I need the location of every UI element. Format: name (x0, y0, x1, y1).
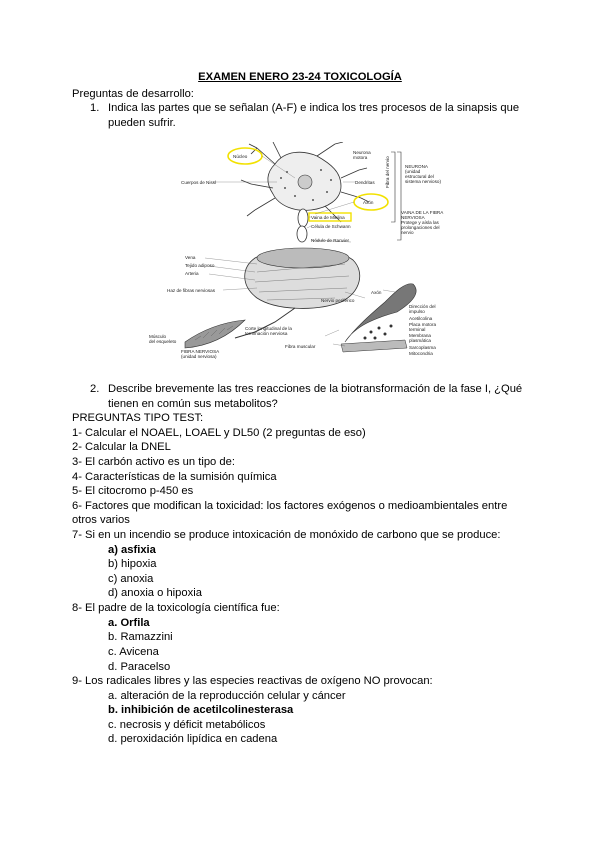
section-test: PREGUNTAS TIPO TEST: (72, 412, 204, 424)
label-membrana-2: plasmática (409, 338, 431, 343)
label-vaina-fibra-3: Protege y aísla las (401, 220, 439, 225)
label-musculo-2: del esqueleto (149, 339, 177, 344)
q7-option-a: a) asfixia (108, 544, 156, 556)
q2-text-line2: tienen en común sus metabolitos? (108, 398, 278, 410)
muscle-fiber (185, 320, 245, 348)
label-placa-2: terminal (409, 327, 426, 332)
label-musculo-1: Músculo (149, 334, 167, 339)
label-vaina-fibra-5: nervio (401, 230, 414, 235)
test-question-6-line2: otros varios (72, 514, 130, 526)
q7-option-d: d) anoxia o hipoxia (108, 587, 202, 599)
label-nodulo-ranvier: Nódulo de Ranvier (311, 238, 350, 243)
label-haz-fibras: Haz de fibras nerviosas (167, 288, 216, 293)
vesicles (364, 325, 393, 340)
label-vaina-fibra-1: VAINA DE LA FIBRA (401, 210, 444, 215)
label-celula-schwann: Célula de Schwann (311, 224, 351, 229)
label-corte-1: Corte longitudinal de la (245, 326, 292, 331)
test-question-8: 8- El padre de la toxicología científica fue: (72, 602, 280, 614)
label-mitocondria: Mitocondria (409, 351, 433, 356)
nucleus-shape (298, 175, 312, 189)
q1-text-line2: pueden sufrir. (108, 117, 176, 129)
neuron-diagram (145, 142, 457, 360)
label-nervio-periferico: Nervio periférico (321, 298, 355, 303)
q2-number: 2. (90, 383, 100, 395)
label-neurona-motora-1: Neurona (353, 150, 371, 155)
label-cuerpos-nissl: Cuerpos de Nissl (181, 180, 216, 185)
label-fibra-nerviosa-2: (unidad nerviosa) (181, 354, 217, 359)
q7-option-c: c) anoxia (108, 573, 154, 585)
label-arteria: Arteria (185, 271, 199, 276)
test-question-4: 4- Características de la sumisión química (72, 471, 277, 483)
label-neurona-1: NEURONA (405, 164, 428, 169)
test-question-1: 1- Calcular el NOAEL, LOAEL y DL50 (2 preguntas de eso) (72, 427, 366, 439)
label-nucleo: Núcleo (233, 154, 248, 159)
q9-option-d: d. peroxidación lipídica en cadena (108, 733, 278, 745)
label-membrana-1: Membrana (409, 333, 431, 338)
q8-option-b: b. Ramazzini (108, 631, 173, 643)
label-axon: Axón (363, 200, 374, 205)
label-placa-1: Placa motora (409, 322, 437, 327)
q9-option-c: c. necrosis y déficit metabólicos (108, 719, 266, 731)
exam-title: EXAMEN ENERO 23-24 TOXICOLOGÍA (198, 71, 402, 83)
label-sarcoplasma: Sarcoplasma (409, 345, 436, 350)
label-acetilcolina: Acetilcolina (409, 316, 433, 321)
q7-option-b: b) hipoxia (108, 558, 157, 570)
label-tejido-adiposo: Tejido adiposo (185, 263, 215, 268)
label-rotated: Fibra del nervio (385, 156, 390, 188)
neuron-bracket (391, 152, 395, 222)
label-neurona-3: estructural del (405, 174, 434, 179)
q2-text-line1: Describe brevemente las tres reacciones de la biotransformación de la fase I, ¿Qué (108, 383, 523, 395)
test-question-2: 2- Calcular la DNEL (72, 441, 171, 453)
test-question-3: 3- El carbón activo es un tipo de: (72, 456, 235, 468)
label-vaina-mielina: Vaina de Mielina (311, 215, 345, 220)
section-development: Preguntas de desarrollo: (72, 88, 194, 100)
test-question-9: 9- Los radicales libres y las especies reactivas de oxígeno NO provocan: (72, 675, 433, 687)
label-neurona-motora-2: motora (353, 155, 368, 160)
test-question-7: 7- Si en un incendio se produce intoxicación de monóxido de carbono que se produce: (72, 529, 501, 541)
label-axon-2: Axón (371, 290, 382, 295)
label-direccion-1: Dirección del (409, 304, 436, 309)
synapse-membrane (341, 340, 407, 352)
label-vaina-fibra-2: NERVIOSA (401, 215, 425, 220)
label-neurona-4: sistema nervioso) (405, 179, 441, 184)
test-question-5: 5- El citocromo p-450 es (72, 485, 194, 497)
label-fibra-nerviosa-1: FIBRA NERVIOSA (181, 349, 220, 354)
myelin-sheath-1 (298, 209, 308, 227)
q8-option-d: d. Paracelso (108, 661, 171, 673)
q9-option-b: b. inhibición de acetilcolinesterasa (108, 704, 294, 716)
myelin-sheath-2 (297, 226, 307, 242)
label-dendritas: Dendritas (355, 180, 375, 185)
test-question-6-line1: 6- Factores que modifican la toxicidad: los factores exógenos o medioambientales entre (72, 500, 508, 512)
label-fibra-muscular: Fibra muscular (285, 344, 316, 349)
label-vena: Vena (185, 255, 196, 260)
q1-number: 1. (90, 102, 100, 114)
label-direccion-2: impulso (409, 309, 425, 314)
label-neurona-2: (unidad (405, 169, 421, 174)
label-vaina-fibra-4: prolongaciones del (401, 225, 440, 230)
q8-option-c: c. Avicena (108, 646, 159, 658)
q1-text-line1: Indica las partes que se señalan (A-F) e indica los tres procesos de la sinapsis que (108, 102, 520, 114)
label-corte-2: terminación nerviosa (245, 331, 288, 336)
q8-option-a: a. Orfila (108, 617, 150, 629)
q9-option-a: a. alteración de la reproducción celular y cáncer (108, 690, 346, 702)
